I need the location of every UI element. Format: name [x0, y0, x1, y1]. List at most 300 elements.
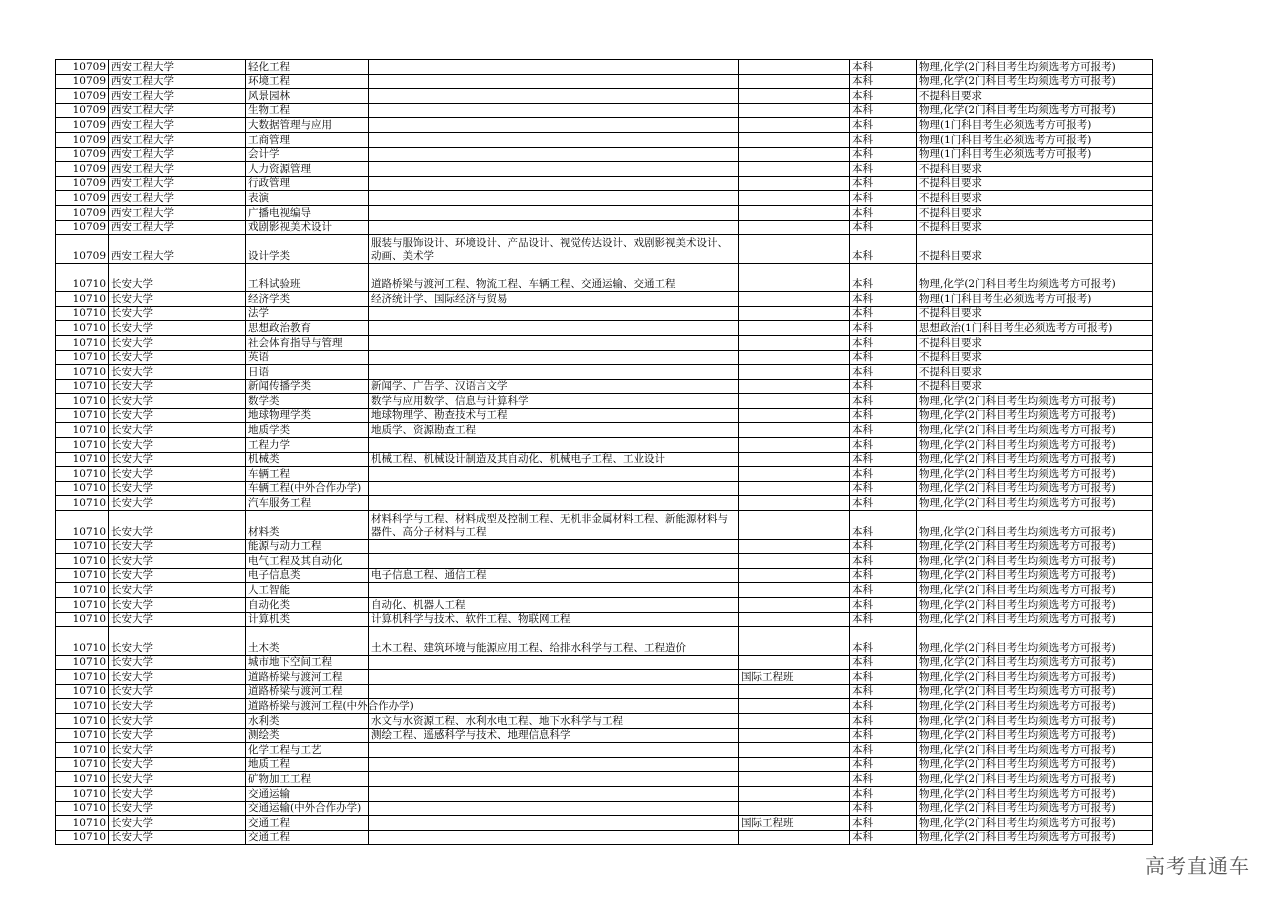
school-name-cell: 西安工程大学: [109, 89, 246, 104]
included-majors-cell: [369, 801, 739, 816]
included-majors-cell: 道路桥梁与渡河工程、物流工程、车辆工程、交通运输、交通工程: [369, 263, 739, 292]
included-majors-cell: [369, 583, 739, 598]
school-code-cell: 10710: [56, 321, 109, 336]
school-name-cell: 长安大学: [109, 452, 246, 467]
school-name-cell: 长安大学: [109, 801, 246, 816]
table-row: [56, 511, 1153, 540]
school-code-cell: 10710: [56, 350, 109, 365]
school-code-cell: 10710: [56, 699, 109, 714]
subject-requirement-cell: 不提科目要求: [917, 205, 1153, 220]
note-cell: [739, 263, 850, 292]
major-name-cell: 数学类: [246, 394, 369, 409]
note-cell: [739, 365, 850, 380]
school-name-cell: 长安大学: [109, 670, 246, 685]
table-row: [56, 597, 1153, 612]
included-majors-cell: [369, 772, 739, 787]
included-majors-cell: [369, 132, 739, 147]
level-cell: 本科: [850, 306, 917, 321]
included-majors-cell: [369, 554, 739, 569]
level-cell: 本科: [850, 74, 917, 89]
major-name-cell: 工商管理: [246, 132, 369, 147]
subject-requirement-cell: 物理,化学(2门科目考生均须选考方可报考): [917, 60, 1153, 75]
school-code-cell: 10710: [56, 684, 109, 699]
subject-requirement-cell: 物理,化学(2门科目考生均须选考方可报考): [917, 496, 1153, 511]
table-row: [56, 438, 1153, 453]
school-code-cell: 10709: [56, 176, 109, 191]
table-row: [56, 568, 1153, 583]
included-majors-cell: [369, 147, 739, 162]
school-code-cell: 10710: [56, 365, 109, 380]
school-code-cell: 10709: [56, 74, 109, 89]
table-row: [56, 699, 1153, 714]
school-name-cell: 长安大学: [109, 583, 246, 598]
included-majors-cell: [369, 670, 739, 685]
table-row: [56, 162, 1153, 177]
school-code-cell: 10710: [56, 452, 109, 467]
major-name-cell: 经济学类: [246, 292, 369, 307]
subject-requirement-cell: 物理,化学(2门科目考生均须选考方可报考): [917, 103, 1153, 118]
note-cell: [739, 74, 850, 89]
note-cell: [739, 452, 850, 467]
subject-requirement-cell: 不提科目要求: [917, 379, 1153, 394]
school-code-cell: 10710: [56, 408, 109, 423]
included-majors-cell: 水文与水资源工程、水利水电工程、地下水科学与工程: [369, 713, 739, 728]
subject-requirement-cell: 物理,化学(2门科目考生均须选考方可报考): [917, 713, 1153, 728]
note-cell: [739, 235, 850, 264]
table-row: [56, 684, 1153, 699]
subject-requirement-cell: 物理,化学(2门科目考生均须选考方可报考): [917, 539, 1153, 554]
school-name-cell: 长安大学: [109, 481, 246, 496]
level-cell: 本科: [850, 670, 917, 685]
school-name-cell: 长安大学: [109, 365, 246, 380]
major-name-cell: 行政管理: [246, 176, 369, 191]
school-code-cell: 10709: [56, 162, 109, 177]
table-row: [56, 467, 1153, 482]
included-majors-cell: [369, 60, 739, 75]
major-name-cell: 法学: [246, 306, 369, 321]
included-majors-cell: [369, 365, 739, 380]
school-code-cell: 10710: [56, 743, 109, 758]
level-cell: 本科: [850, 89, 917, 104]
level-cell: 本科: [850, 612, 917, 627]
school-name-cell: 长安大学: [109, 496, 246, 511]
level-cell: 本科: [850, 655, 917, 670]
subject-requirement-cell: 不提科目要求: [917, 89, 1153, 104]
level-cell: 本科: [850, 583, 917, 598]
subject-requirement-cell: 物理,化学(2门科目考生均须选考方可报考): [917, 554, 1153, 569]
level-cell: 本科: [850, 496, 917, 511]
table-row: [56, 452, 1153, 467]
school-code-cell: 10710: [56, 597, 109, 612]
note-cell: [739, 830, 850, 845]
school-code-cell: 10710: [56, 511, 109, 540]
school-code-cell: 10710: [56, 772, 109, 787]
school-name-cell: 长安大学: [109, 699, 246, 714]
subject-requirement-cell: 不提科目要求: [917, 176, 1153, 191]
school-name-cell: 长安大学: [109, 612, 246, 627]
table-row: [56, 713, 1153, 728]
included-majors-cell: [369, 481, 739, 496]
school-code-cell: 10709: [56, 103, 109, 118]
major-name-cell: 交通工程: [246, 816, 369, 831]
major-name-cell: 工科试验班: [246, 263, 369, 292]
major-name-cell: 轻化工程: [246, 60, 369, 75]
major-name-cell: 汽车服务工程: [246, 496, 369, 511]
school-code-cell: 10710: [56, 306, 109, 321]
school-code-cell: 10709: [56, 132, 109, 147]
table-row: [56, 220, 1153, 235]
note-cell: 国际工程班: [739, 816, 850, 831]
table-row: [56, 743, 1153, 758]
level-cell: 本科: [850, 568, 917, 583]
school-name-cell: 西安工程大学: [109, 162, 246, 177]
school-code-cell: 10709: [56, 118, 109, 133]
major-name-cell: 化学工程与工艺: [246, 743, 369, 758]
level-cell: 本科: [850, 60, 917, 75]
included-majors-cell: [369, 118, 739, 133]
level-cell: 本科: [850, 220, 917, 235]
note-cell: [739, 713, 850, 728]
subject-requirement-cell: 物理,化学(2门科目考生均须选考方可报考): [917, 757, 1153, 772]
school-code-cell: 10709: [56, 89, 109, 104]
note-cell: [739, 786, 850, 801]
school-name-cell: 长安大学: [109, 394, 246, 409]
note-cell: [739, 801, 850, 816]
major-name-cell: 广播电视编导: [246, 205, 369, 220]
table-row: [56, 539, 1153, 554]
school-code-cell: 10710: [56, 335, 109, 350]
included-majors-cell: [369, 539, 739, 554]
school-code-cell: 10710: [56, 568, 109, 583]
note-cell: [739, 699, 850, 714]
level-cell: 本科: [850, 830, 917, 845]
subject-requirement-cell: 物理,化学(2门科目考生均须选考方可报考): [917, 511, 1153, 540]
table-row: [56, 60, 1153, 75]
note-cell: [739, 408, 850, 423]
table-row: [56, 335, 1153, 350]
table-row: [56, 772, 1153, 787]
table-row: [56, 89, 1153, 104]
school-name-cell: 西安工程大学: [109, 74, 246, 89]
note-cell: [739, 655, 850, 670]
subject-requirement-cell: 物理,化学(2门科目考生均须选考方可报考): [917, 786, 1153, 801]
included-majors-cell: 材料科学与工程、材料成型及控制工程、无机非金属材料工程、新能源材料与器件、高分子材料与工程: [369, 511, 739, 540]
school-name-cell: 长安大学: [109, 511, 246, 540]
school-code-cell: 10710: [56, 728, 109, 743]
note-cell: [739, 597, 850, 612]
subject-requirement-cell: 物理,化学(2门科目考生均须选考方可报考): [917, 627, 1153, 656]
major-name-cell: 环境工程: [246, 74, 369, 89]
watermark: 高考直通车: [1145, 854, 1250, 878]
included-majors-cell: 计算机科学与技术、软件工程、物联网工程: [369, 612, 739, 627]
note-cell: [739, 220, 850, 235]
table-row: [56, 235, 1153, 264]
subject-requirement-cell: 不提科目要求: [917, 365, 1153, 380]
included-majors-cell: [369, 191, 739, 206]
subject-requirement-cell: 物理,化学(2门科目考生均须选考方可报考): [917, 699, 1153, 714]
major-name-cell: 交通工程: [246, 830, 369, 845]
school-code-cell: 10710: [56, 830, 109, 845]
note-cell: [739, 118, 850, 133]
school-name-cell: 西安工程大学: [109, 191, 246, 206]
school-code-cell: 10710: [56, 292, 109, 307]
level-cell: 本科: [850, 118, 917, 133]
subject-requirement-cell: 物理,化学(2门科目考生均须选考方可报考): [917, 728, 1153, 743]
included-majors-cell: 测绘工程、遥感科学与技术、地理信息科学: [369, 728, 739, 743]
subject-requirement-cell: 物理,化学(2门科目考生均须选考方可报考): [917, 655, 1153, 670]
subject-requirement-cell: 物理,化学(2门科目考生均须选考方可报考): [917, 801, 1153, 816]
note-cell: [739, 757, 850, 772]
school-name-cell: 长安大学: [109, 627, 246, 656]
note-cell: [739, 496, 850, 511]
subject-requirement-cell: 物理,化学(2门科目考生均须选考方可报考): [917, 394, 1153, 409]
school-name-cell: 长安大学: [109, 743, 246, 758]
subject-requirement-cell: 物理,化学(2门科目考生均须选考方可报考): [917, 263, 1153, 292]
major-name-cell: 工程力学: [246, 438, 369, 453]
major-name-cell: 生物工程: [246, 103, 369, 118]
major-name-cell: 电子信息类: [246, 568, 369, 583]
level-cell: 本科: [850, 321, 917, 336]
major-name-cell: 测绘类: [246, 728, 369, 743]
included-majors-cell: 土木工程、建筑环境与能源应用工程、给排水科学与工程、工程造价: [369, 627, 739, 656]
major-name-cell: 地质学类: [246, 423, 369, 438]
table-row: [56, 786, 1153, 801]
table-row: [56, 655, 1153, 670]
major-name-cell: 人工智能: [246, 583, 369, 598]
school-code-cell: 10709: [56, 147, 109, 162]
included-majors-cell: 新闻学、广告学、汉语言文学: [369, 379, 739, 394]
note-cell: [739, 394, 850, 409]
subject-requirement-cell: 物理,化学(2门科目考生均须选考方可报考): [917, 743, 1153, 758]
level-cell: 本科: [850, 699, 917, 714]
school-code-cell: 10709: [56, 235, 109, 264]
table-row: [56, 147, 1153, 162]
school-code-cell: 10710: [56, 539, 109, 554]
note-cell: [739, 438, 850, 453]
table-row: [56, 306, 1153, 321]
level-cell: 本科: [850, 379, 917, 394]
note-cell: [739, 743, 850, 758]
major-name-cell: 日语: [246, 365, 369, 380]
level-cell: 本科: [850, 103, 917, 118]
school-name-cell: 长安大学: [109, 467, 246, 482]
included-majors-cell: [369, 89, 739, 104]
table-row: [56, 176, 1153, 191]
level-cell: 本科: [850, 467, 917, 482]
school-code-cell: 10710: [56, 713, 109, 728]
note-cell: [739, 335, 850, 350]
level-cell: 本科: [850, 438, 917, 453]
subject-requirement-cell: 物理,化学(2门科目考生均须选考方可报考): [917, 423, 1153, 438]
level-cell: 本科: [850, 191, 917, 206]
level-cell: 本科: [850, 132, 917, 147]
note-cell: [739, 568, 850, 583]
subject-requirement-cell: 物理(1门科目考生必须选考方可报考): [917, 118, 1153, 133]
table-row: [56, 408, 1153, 423]
subject-requirement-cell: 物理,化学(2门科目考生均须选考方可报考): [917, 408, 1153, 423]
note-cell: [739, 612, 850, 627]
level-cell: 本科: [850, 147, 917, 162]
note-cell: [739, 684, 850, 699]
level-cell: 本科: [850, 335, 917, 350]
note-cell: [739, 772, 850, 787]
school-code-cell: 10710: [56, 394, 109, 409]
table-row: [56, 816, 1153, 831]
school-name-cell: 长安大学: [109, 684, 246, 699]
included-majors-cell: 机械工程、机械设计制造及其自动化、机械电子工程、工业设计: [369, 452, 739, 467]
note-cell: [739, 481, 850, 496]
note-cell: [739, 306, 850, 321]
included-majors-cell: 地质学、资源勘查工程: [369, 423, 739, 438]
subject-requirement-cell: 不提科目要求: [917, 350, 1153, 365]
included-majors-cell: [369, 655, 739, 670]
subject-requirement-cell: 物理,化学(2门科目考生均须选考方可报考): [917, 612, 1153, 627]
included-majors-cell: [369, 162, 739, 177]
level-cell: 本科: [850, 452, 917, 467]
level-cell: 本科: [850, 757, 917, 772]
table-row: [56, 728, 1153, 743]
school-name-cell: 长安大学: [109, 263, 246, 292]
major-name-cell: 计算机类: [246, 612, 369, 627]
level-cell: 本科: [850, 365, 917, 380]
subject-requirement-cell: 物理,化学(2门科目考生均须选考方可报考): [917, 597, 1153, 612]
level-cell: 本科: [850, 176, 917, 191]
school-name-cell: 长安大学: [109, 423, 246, 438]
table-row: [56, 757, 1153, 772]
level-cell: 本科: [850, 772, 917, 787]
subject-requirement-cell: 不提科目要求: [917, 162, 1153, 177]
table-row: [56, 423, 1153, 438]
level-cell: 本科: [850, 713, 917, 728]
school-name-cell: 西安工程大学: [109, 205, 246, 220]
table-row: [56, 191, 1153, 206]
included-majors-cell: [369, 350, 739, 365]
table-row: [56, 612, 1153, 627]
note-cell: [739, 162, 850, 177]
level-cell: 本科: [850, 394, 917, 409]
level-cell: 本科: [850, 728, 917, 743]
table-row: [56, 379, 1153, 394]
note-cell: [739, 60, 850, 75]
major-name-cell: 电气工程及其自动化: [246, 554, 369, 569]
note-cell: [739, 583, 850, 598]
included-majors-cell: 自动化、机器人工程: [369, 597, 739, 612]
level-cell: 本科: [850, 816, 917, 831]
level-cell: 本科: [850, 554, 917, 569]
note-cell: [739, 423, 850, 438]
subject-requirement-cell: 物理,化学(2门科目考生均须选考方可报考): [917, 670, 1153, 685]
included-majors-cell: [369, 438, 739, 453]
note-cell: [739, 539, 850, 554]
major-name-cell: 道路桥梁与渡河工程: [246, 670, 369, 685]
note-cell: [739, 627, 850, 656]
school-code-cell: 10709: [56, 60, 109, 75]
school-code-cell: 10710: [56, 583, 109, 598]
school-name-cell: 长安大学: [109, 306, 246, 321]
major-name-cell: 能源与动力工程: [246, 539, 369, 554]
school-name-cell: 长安大学: [109, 554, 246, 569]
school-code-cell: 10710: [56, 655, 109, 670]
major-name-cell: 社会体育指导与管理: [246, 335, 369, 350]
major-name-cell: 矿物加工工程: [246, 772, 369, 787]
note-cell: [739, 132, 850, 147]
included-majors-cell: [369, 816, 739, 831]
subject-requirement-cell: 物理,化学(2门科目考生均须选考方可报考): [917, 816, 1153, 831]
table-row: [56, 394, 1153, 409]
note-cell: [739, 103, 850, 118]
subject-requirement-cell: 物理(1门科目考生必须选考方可报考): [917, 132, 1153, 147]
major-name-cell: 大数据管理与应用: [246, 118, 369, 133]
subject-requirement-cell: 物理,化学(2门科目考生均须选考方可报考): [917, 583, 1153, 598]
included-majors-cell: 经济统计学、国际经济与贸易: [369, 292, 739, 307]
level-cell: 本科: [850, 481, 917, 496]
table-row: [56, 801, 1153, 816]
school-code-cell: 10710: [56, 263, 109, 292]
school-name-cell: 长安大学: [109, 568, 246, 583]
school-name-cell: 西安工程大学: [109, 220, 246, 235]
subject-requirement-cell: 物理(1门科目考生必须选考方可报考): [917, 292, 1153, 307]
included-majors-cell: [369, 321, 739, 336]
school-code-cell: 10710: [56, 481, 109, 496]
school-code-cell: 10709: [56, 191, 109, 206]
school-name-cell: 长安大学: [109, 655, 246, 670]
major-name-cell: 材料类: [246, 511, 369, 540]
table-row: [56, 830, 1153, 845]
included-majors-cell: [369, 786, 739, 801]
school-code-cell: 10710: [56, 612, 109, 627]
major-name-cell: 道路桥梁与渡河工程: [246, 684, 369, 699]
level-cell: 本科: [850, 539, 917, 554]
school-code-cell: 10709: [56, 205, 109, 220]
school-name-cell: 西安工程大学: [109, 176, 246, 191]
subject-requirement-cell: 物理,化学(2门科目考生均须选考方可报考): [917, 438, 1153, 453]
included-majors-cell: [369, 467, 739, 482]
school-name-cell: 西安工程大学: [109, 235, 246, 264]
school-code-cell: 10710: [56, 467, 109, 482]
school-name-cell: 西安工程大学: [109, 147, 246, 162]
level-cell: 本科: [850, 423, 917, 438]
school-name-cell: 长安大学: [109, 713, 246, 728]
note-cell: [739, 176, 850, 191]
level-cell: 本科: [850, 684, 917, 699]
major-name-cell: 表演: [246, 191, 369, 206]
table-body: [56, 60, 1153, 845]
level-cell: 本科: [850, 743, 917, 758]
table-row: [56, 365, 1153, 380]
major-name-cell: 设计学类: [246, 235, 369, 264]
major-name-cell: 新闻传播学类: [246, 379, 369, 394]
school-code-cell: 10710: [56, 423, 109, 438]
subject-requirement-cell: 物理,化学(2门科目考生均须选考方可报考): [917, 830, 1153, 845]
included-majors-cell: [369, 335, 739, 350]
table-row: [56, 496, 1153, 511]
note-cell: [739, 191, 850, 206]
major-name-cell: 人力资源管理: [246, 162, 369, 177]
subject-requirement-cell: 物理,化学(2门科目考生均须选考方可报考): [917, 452, 1153, 467]
table-row: [56, 118, 1153, 133]
note-cell: [739, 554, 850, 569]
included-majors-cell: [369, 176, 739, 191]
level-cell: 本科: [850, 162, 917, 177]
subject-requirement-cell: 物理,化学(2门科目考生均须选考方可报考): [917, 568, 1153, 583]
level-cell: 本科: [850, 292, 917, 307]
school-name-cell: 长安大学: [109, 379, 246, 394]
major-name-cell: 交通运输(中外合作办学): [246, 801, 369, 816]
note-cell: [739, 205, 850, 220]
subject-requirement-cell: 物理,化学(2门科目考生均须选考方可报考): [917, 684, 1153, 699]
level-cell: 本科: [850, 205, 917, 220]
included-majors-cell: [369, 205, 739, 220]
